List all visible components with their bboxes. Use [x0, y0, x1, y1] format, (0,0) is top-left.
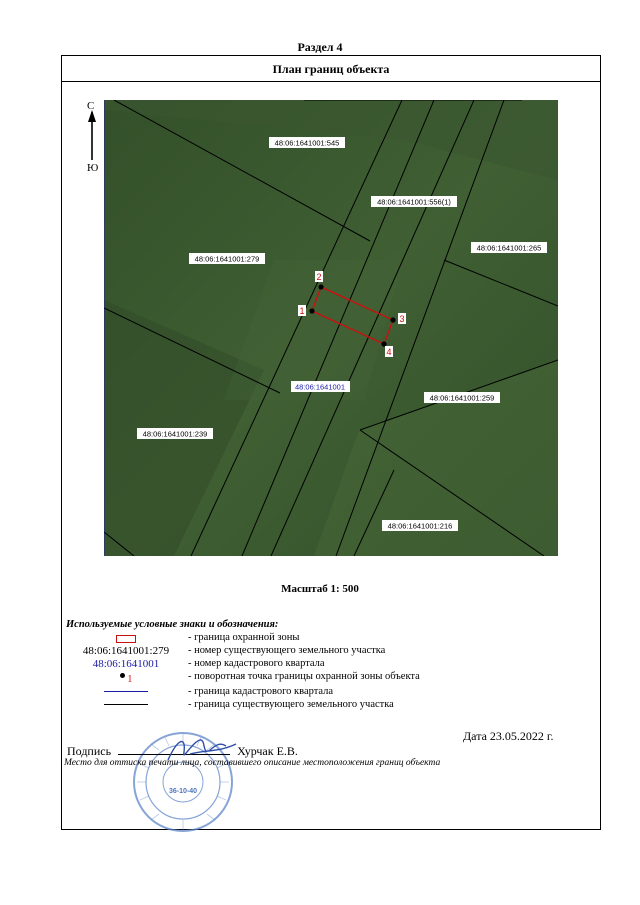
- point-label-2: 2: [316, 272, 322, 282]
- turn-point-1: [309, 308, 314, 313]
- turn-point-2: [318, 284, 323, 289]
- legend-row-quarter-line: [66, 686, 586, 700]
- turn-point-4: [381, 341, 386, 346]
- parcel-label-265: 48:06:1641001:265: [476, 243, 542, 253]
- legend-parcel-line-desc: - граница существующего земельного участка: [188, 699, 394, 710]
- turn-point-3: [390, 317, 395, 322]
- parcel-label-545: 48:06:1641001:545: [274, 138, 340, 148]
- legend-row-zone: [66, 632, 586, 646]
- compass-south-label: Ю: [87, 162, 99, 174]
- legend-parcel-number: 48:06:1641001:279: [82, 645, 170, 657]
- section-title: Раздел 4: [297, 40, 343, 54]
- map-scale: Масштаб 1: 500: [281, 583, 359, 595]
- legend-row-parcel-line: [66, 699, 586, 713]
- parcel-label-259: 48:06:1641001:259: [429, 393, 495, 403]
- signature-label: Подпись: [67, 744, 112, 758]
- legend-quarter-desc: - номер кадастрового квартала: [188, 658, 325, 669]
- legend-title: Используемые условные знаки и обозначения:: [66, 619, 279, 630]
- map-svg: [104, 100, 558, 556]
- legend-parcel-desc: - номер существующего земельного участка: [188, 645, 386, 656]
- signer-name: Хурчак Е.В.: [237, 744, 298, 758]
- point-label-3: 3: [399, 314, 405, 324]
- quarter-label: 48:06:1641001: [294, 382, 346, 392]
- north-arrow-icon: [83, 100, 103, 180]
- parcel-label-556: 48:06:1641001:556(1): [377, 197, 451, 207]
- legend-row-point: [66, 671, 586, 687]
- parcel-label-279: 48:06:1641001:279: [194, 254, 260, 264]
- legend-quarter-number: 48:06:1641001: [92, 658, 160, 670]
- parcel-label-216: 48:06:1641001:216: [387, 521, 453, 531]
- cadastral-map: [104, 100, 558, 556]
- legend-row-quarter: [66, 658, 586, 672]
- legend-quarter-line-desc: - граница кадастрового квартала: [188, 686, 334, 697]
- frame-header: План границ объекта: [62, 56, 600, 82]
- parcel-label-239: 48:06:1641001:239: [142, 429, 208, 439]
- legend-point-desc: - поворотная точка границы охранной зоны объекта: [188, 671, 420, 682]
- point-label-4: 4: [386, 347, 392, 357]
- compass-north-label: С: [87, 100, 95, 112]
- zone-symbol-icon: [66, 632, 186, 646]
- parcel-line-icon: [104, 704, 148, 705]
- legend-row-parcel: [66, 645, 586, 659]
- turn-point-icon: [120, 673, 125, 678]
- document-date: Дата 23.05.2022 г.: [463, 729, 554, 743]
- stamp-number: 36-10-40: [168, 788, 198, 795]
- legend-zone-desc: - граница охранной зоны: [188, 632, 300, 643]
- quarter-line-icon: [104, 691, 148, 692]
- point-label-1: 1: [299, 306, 305, 316]
- legend-point-number: 1: [127, 674, 133, 685]
- stamp-note: Место для оттиска печати лица, составившего описание местоположения границ объекта: [64, 758, 441, 768]
